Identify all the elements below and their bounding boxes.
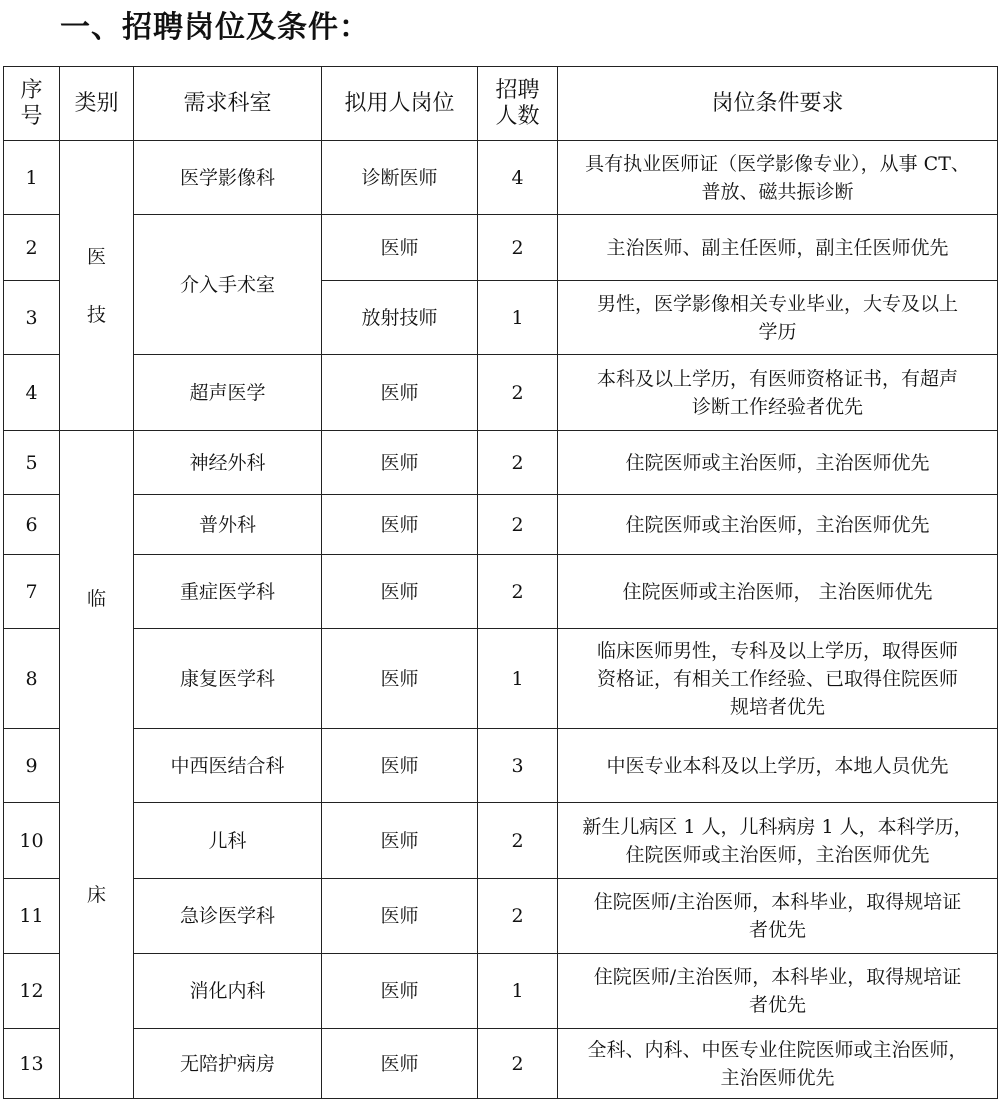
table-row <box>4 495 998 555</box>
cell-requirements: 男性，医学影像相关专业毕业，大专及以上 学历 <box>558 281 998 355</box>
cell-position: 医师 <box>322 495 478 555</box>
cell-requirements: 临床医师男性，专科及以上学历，取得医师 资格证，有相关工作经验、已取得住院医师 规培者优先 <box>558 629 998 729</box>
cell-seq: 3 <box>4 281 60 355</box>
cell-count: 2 <box>478 355 558 431</box>
table-row <box>4 355 998 431</box>
cell-count: 3 <box>478 729 558 803</box>
cell-department: 儿科 <box>134 803 322 879</box>
cell-department: 急诊医学科 <box>134 879 322 954</box>
cell-count: 1 <box>478 954 558 1029</box>
page-heading: 一、招聘岗位及条件： <box>60 10 370 45</box>
cell-department: 无陪护病房 <box>134 1029 322 1099</box>
cell-department: 消化内科 <box>134 954 322 1029</box>
cell-department: 超声医学 <box>134 355 322 431</box>
table-row <box>4 431 998 495</box>
cell-department: 医学影像科 <box>134 141 322 215</box>
cell-seq: 12 <box>4 954 60 1029</box>
col-header-requirements: 岗位条件要求 <box>558 67 998 141</box>
table-row <box>4 141 998 215</box>
recruitment-table <box>3 66 998 1099</box>
cell-department: 重症医学科 <box>134 555 322 629</box>
cell-department: 普外科 <box>134 495 322 555</box>
cell-count: 2 <box>478 803 558 879</box>
table-row <box>4 629 998 729</box>
table-row <box>4 954 998 1029</box>
cell-requirements: 住院医师或主治医师，主治医师优先 <box>558 495 998 555</box>
cell-requirements: 全科、内科、中医专业住院医师或主治医师， 主治医师优先 <box>558 1029 998 1099</box>
cell-requirements: 中医专业本科及以上学历，本地人员优先 <box>558 729 998 803</box>
table-row <box>4 1029 998 1099</box>
col-header-department: 需求科室 <box>134 67 322 141</box>
cell-seq: 2 <box>4 215 60 281</box>
cell-position: 医师 <box>322 431 478 495</box>
cell-requirements: 本科及以上学历，有医师资格证书，有超声 诊断工作经验者优先 <box>558 355 998 431</box>
cell-seq: 10 <box>4 803 60 879</box>
cell-seq: 9 <box>4 729 60 803</box>
cell-position: 医师 <box>322 954 478 1029</box>
cell-count: 2 <box>478 215 558 281</box>
col-header-category: 类别 <box>60 67 134 141</box>
table-row <box>4 555 998 629</box>
col-header-position: 拟用人岗位 <box>322 67 478 141</box>
cell-requirements: 住院医师或主治医师，主治医师优先 <box>558 431 998 495</box>
cell-department: 康复医学科 <box>134 629 322 729</box>
table-row <box>4 215 998 281</box>
cell-position: 医师 <box>322 1029 478 1099</box>
cell-position: 医师 <box>322 879 478 954</box>
cell-count: 1 <box>478 629 558 729</box>
category-clinical: 临 床 <box>60 431 134 1099</box>
cell-seq: 4 <box>4 355 60 431</box>
table-row <box>4 729 998 803</box>
cell-seq: 13 <box>4 1029 60 1099</box>
cell-count: 2 <box>478 879 558 954</box>
table-header-row <box>4 67 998 141</box>
col-header-seq: 序 号 <box>4 67 60 141</box>
cell-requirements: 主治医师、副主任医师，副主任医师优先 <box>558 215 998 281</box>
cell-position: 医师 <box>322 729 478 803</box>
col-header-count: 招聘 人数 <box>478 67 558 141</box>
cell-position: 诊断医师 <box>322 141 478 215</box>
cell-count: 1 <box>478 281 558 355</box>
cell-seq: 7 <box>4 555 60 629</box>
cell-seq: 1 <box>4 141 60 215</box>
cell-department: 介入手术室 <box>134 215 322 355</box>
table-row <box>4 803 998 879</box>
cell-seq: 6 <box>4 495 60 555</box>
cell-position: 医师 <box>322 215 478 281</box>
cell-seq: 8 <box>4 629 60 729</box>
cell-requirements: 住院医师/主治医师，本科毕业，取得规培证 者优先 <box>558 879 998 954</box>
cell-seq: 11 <box>4 879 60 954</box>
cell-position: 医师 <box>322 803 478 879</box>
cell-department: 中西医结合科 <box>134 729 322 803</box>
cell-position: 医师 <box>322 555 478 629</box>
cell-requirements: 具有执业医师证（医学影像专业），从事 CT、 普放、磁共振诊断 <box>558 141 998 215</box>
cell-requirements: 住院医师/主治医师，本科毕业，取得规培证 者优先 <box>558 954 998 1029</box>
cell-requirements: 住院医师或主治医师， 主治医师优先 <box>558 555 998 629</box>
cell-count: 2 <box>478 1029 558 1099</box>
cell-count: 2 <box>478 555 558 629</box>
table-row <box>4 879 998 954</box>
cell-position: 医师 <box>322 629 478 729</box>
cell-seq: 5 <box>4 431 60 495</box>
cell-position: 放射技师 <box>322 281 478 355</box>
cell-count: 2 <box>478 431 558 495</box>
cell-count: 2 <box>478 495 558 555</box>
cell-count: 4 <box>478 141 558 215</box>
cell-requirements: 新生儿病区 1 人，儿科病房 1 人，本科学历， 住院医师或主治医师，主治医师优先 <box>558 803 998 879</box>
category-medtech: 医 技 <box>60 141 134 431</box>
cell-department: 神经外科 <box>134 431 322 495</box>
cell-position: 医师 <box>322 355 478 431</box>
